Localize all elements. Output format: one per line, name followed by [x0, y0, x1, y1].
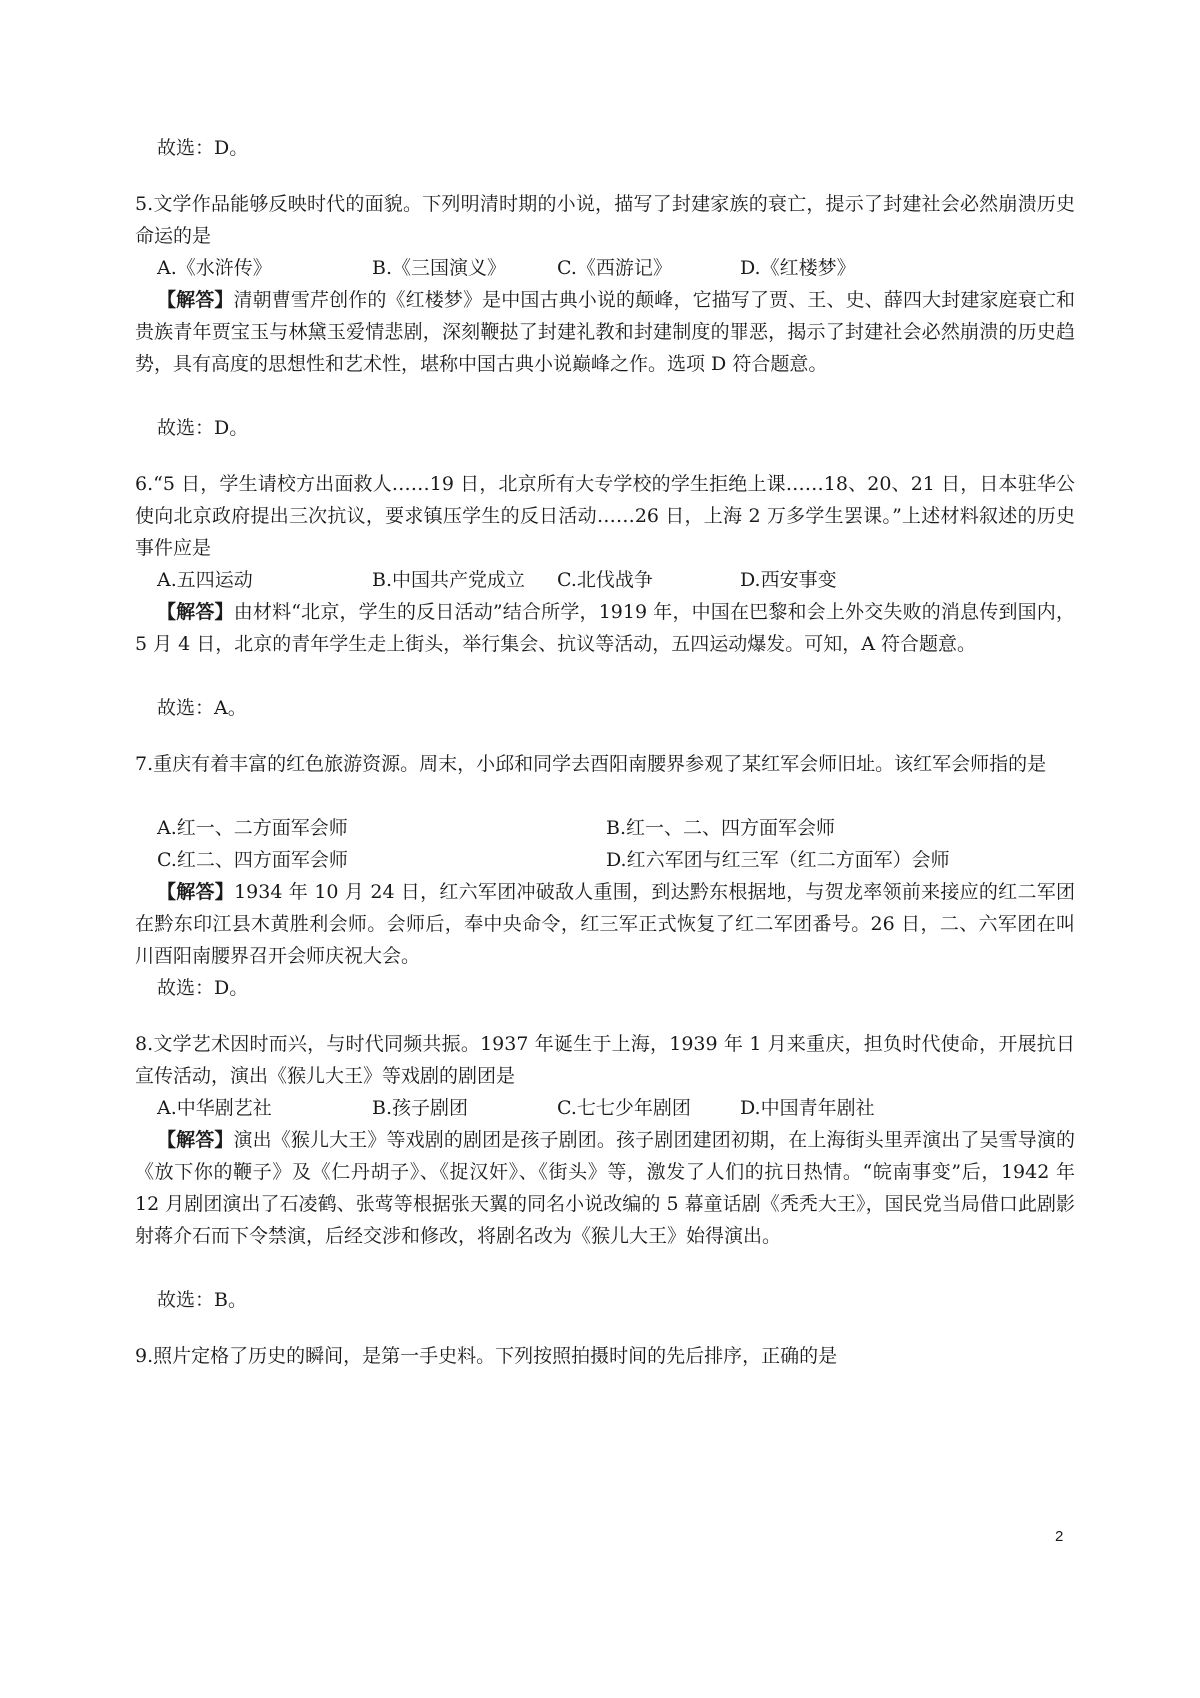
question-7-options-row1: [157, 812, 1075, 844]
option-a: A.五四运动: [157, 569, 253, 591]
question-5-options: [157, 252, 1075, 284]
question-8-options: [157, 1092, 1075, 1124]
question-6-stem: 6.“5 日，学生请校方出面救人……19 日，北京所有大专学校的学生拒绝上课……18、20、21 日，日本驻华公使向北京政府提出三次抗议，要求镇压学生的反日活动……26 日，上海 2 万多学生罢课。”上述材料叙述的历史事件应是: [135, 473, 1075, 559]
option-d: D.西安事变: [740, 569, 837, 591]
option-a: A.《水浒传》: [157, 257, 272, 279]
question-6-answer: 故选：A。: [157, 697, 247, 719]
explain-text: 清朝曹雪芹创作的《红楼梦》是中国古典小说的颠峰，它描写了贾、王、史、薛四大封建家庭衰亡和贵族青年贾宝玉与林黛玉爱情悲剧，深刻鞭挞了封建礼教和封建制度的罪恶，揭示了封建社会必然崩溃的历史趋势，具有高度的思想性和艺术性，堪称中国古典小说巅峰之作。选项 D 符合题意。: [135, 289, 1075, 375]
option-c: C.七七少年剧团: [557, 1097, 691, 1119]
option-a: A.中华剧艺社: [157, 1097, 272, 1119]
question-5-answer: 故选：D。: [157, 417, 249, 439]
option-d: D.红六军团与红三军（红二方面军）会师: [606, 849, 950, 871]
question-7-answer: 故选：D。: [157, 977, 249, 999]
explain-text: 演出《猴儿大王》等戏剧的剧团是孩子剧团。孩子剧团建团初期，在上海街头里弄演出了吴雪导演的《放下你的鞭子》及《仁丹胡子》、《捉汉奸》、《街头》等，激发了人们的抗日热情。“皖南事变”后，1942 年 12 月剧团演出了石凌鹤、张莺等根据张天翼的同名小说改编的 5 幕童话剧《秃秃大王》，国民党当局借口此剧影射蒋介石而下令禁演，后经交涉和修改，将剧名改为《猴儿大王》始得演出。: [135, 1129, 1075, 1247]
explain-label: 【解答】: [157, 289, 234, 311]
question-7-stem: 7.重庆有着丰富的红色旅游资源。周末，小邱和同学去酉阳南腰界参观了某红军会师旧址。该红军会师指的是: [135, 753, 1047, 775]
question-8-answer: 故选：B。: [157, 1289, 247, 1311]
option-d: D.《红楼梦》: [740, 257, 856, 279]
option-b: B.红一、二、四方面军会师: [606, 817, 836, 839]
question-9-stem: 9.照片定格了历史的瞬间，是第一手史料。下列按照拍摄时间的先后排序，正确的是: [135, 1345, 838, 1367]
option-c: C.红二、四方面军会师: [157, 849, 348, 871]
question-6-explanation: [135, 596, 1075, 660]
explain-label: 【解答】: [157, 1129, 234, 1151]
question-8-stem: 8.文学艺术因时而兴，与时代同频共振。1937 年诞生于上海，1939 年 1 月来重庆，担负时代使命，开展抗日宣传活动，演出《猴儿大王》等戏剧的剧团是: [135, 1033, 1075, 1087]
question-7-explanation: [135, 876, 1075, 972]
question-7-options-row2: [157, 844, 1075, 876]
question-5-explanation: [135, 284, 1075, 380]
explain-text: 1934 年 10 月 24 日，红六军团冲破敌人重围，到达黔东根据地，与贺龙率领前来接应的红二军团在黔东印江县木黄胜利会师。会师后，奉中央命令，红三军正式恢复了红二军团番号。26 日，二、六军团在叫川酉阳南腰界召开会师庆祝大会。: [135, 881, 1075, 967]
option-c: C.北伐战争: [557, 569, 653, 591]
explain-label: 【解答】: [157, 881, 235, 903]
option-c: C.《西游记》: [557, 257, 672, 279]
option-d: D.中国青年剧社: [740, 1097, 875, 1119]
option-b: B.中国共产党成立: [372, 569, 526, 591]
question-6-options: [157, 564, 1075, 596]
page-number: 2: [1055, 1528, 1064, 1545]
option-a: A.红一、二方面军会师: [157, 817, 348, 839]
question-8-explanation: [135, 1124, 1075, 1252]
previous-answer: 故选：D。: [157, 137, 249, 159]
question-5-stem: 5.文学作品能够反映时代的面貌。下列明清时期的小说，描写了封建家族的衰亡，提示了封建社会必然崩溃历史命运的是: [135, 193, 1075, 247]
explain-text: 由材料“北京，学生的反日活动”结合所学，1919 年，中国在巴黎和会上外交失败的消息传到国内，5 月 4 日，北京的青年学生走上街头，举行集会、抗议等活动，五四运动爆发。可知，A 符合题意。: [135, 601, 1075, 655]
option-b: B.《三国演义》: [372, 257, 507, 279]
explain-label: 【解答】: [157, 601, 234, 623]
option-b: B.孩子剧团: [372, 1097, 469, 1119]
